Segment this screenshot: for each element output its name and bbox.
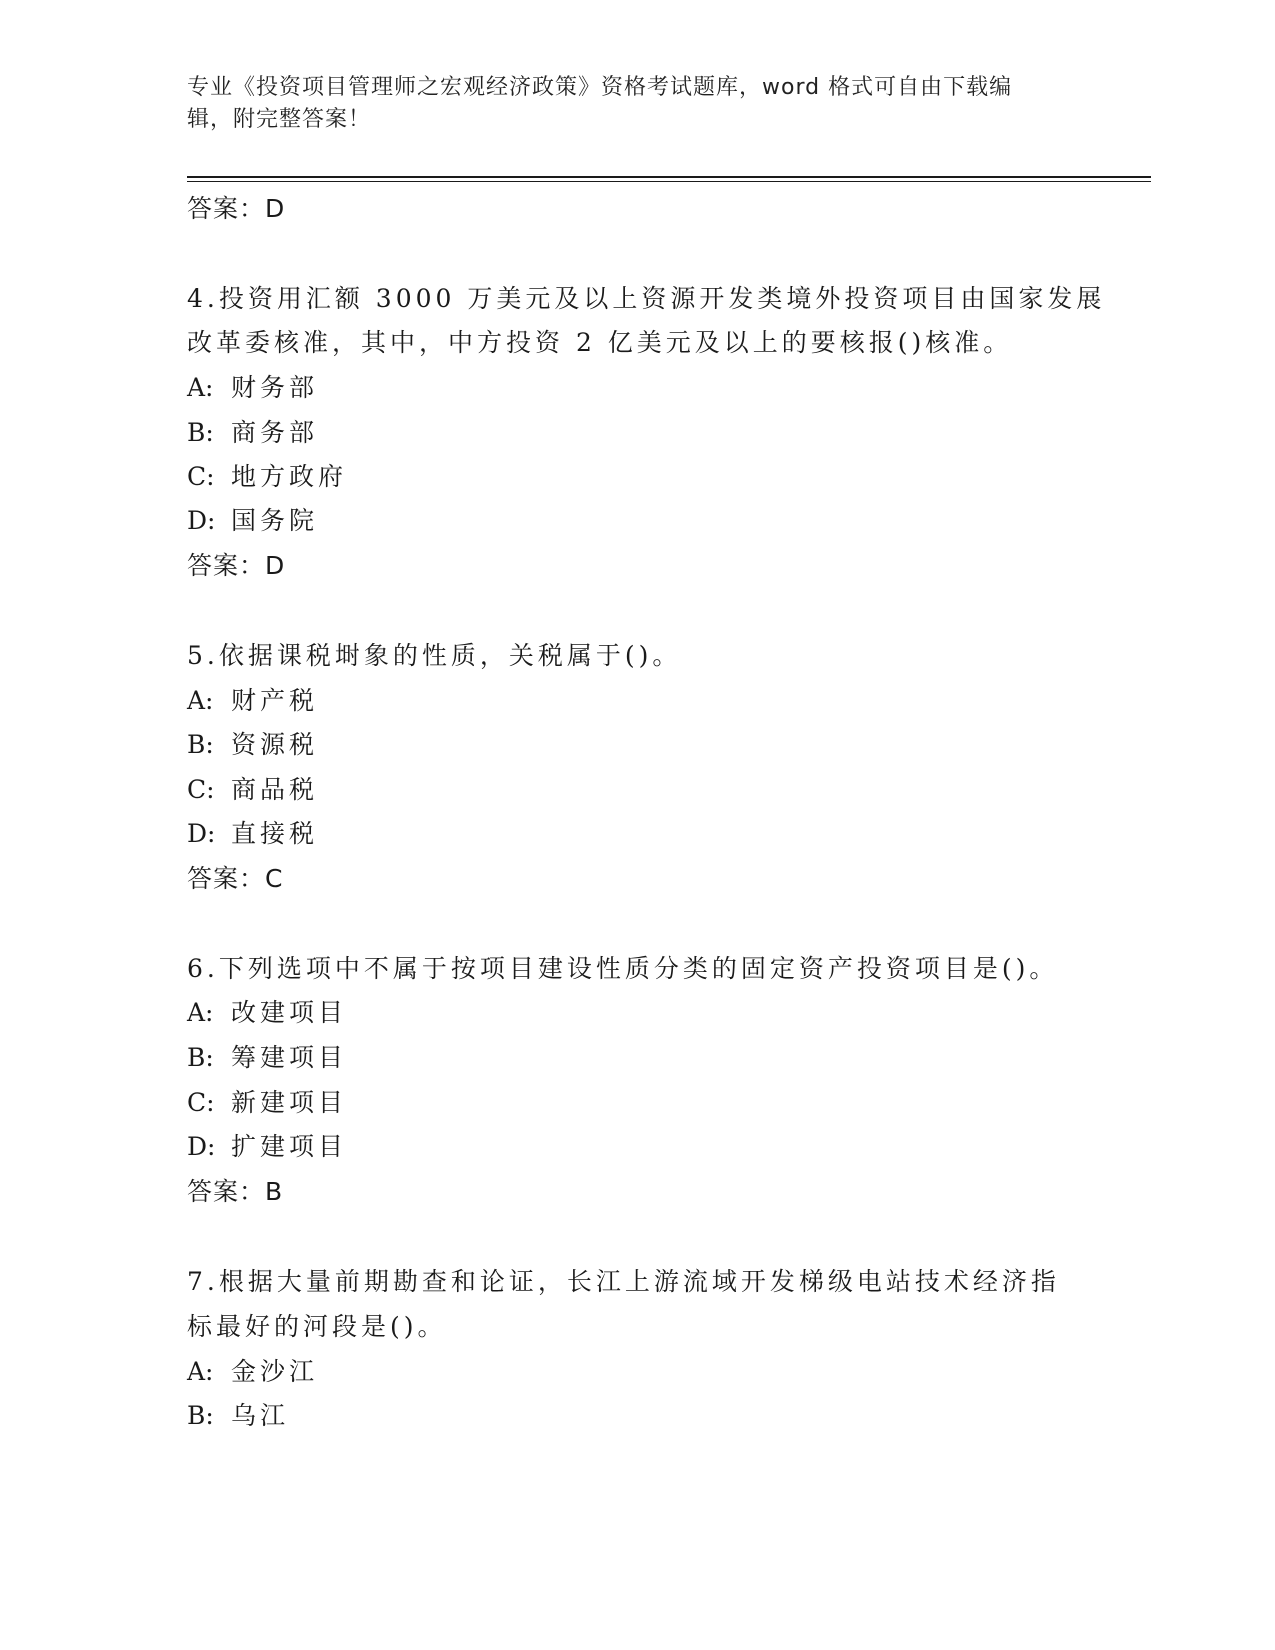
question-6-stem-line-1: 6.下列选项中不属于按项目建设性质分类的固定资产投资项目是()。 (187, 954, 1059, 983)
option-text: 财务部 (231, 373, 319, 402)
question-4-stem-line-2: 改革委核准，其中，中方投资 2 亿美元及以上的要核报()核准。 (187, 328, 1013, 357)
option-key: B: (187, 1043, 214, 1072)
question-7-stem-line-2: 标最好的河段是()。 (187, 1312, 447, 1341)
option-text: 金沙江 (231, 1357, 319, 1386)
question-5-answer: 答案：C (187, 864, 284, 893)
document-header (187, 72, 1067, 136)
option-key: A: (187, 998, 214, 1027)
option-key: A: (187, 1357, 214, 1386)
question-4-stem-line-1: 4.投资用汇额 3000 万美元及以上资源开发类境外投资项目由国家发展 (187, 284, 1106, 313)
question-4-option-d (187, 505, 318, 537)
question-7-option-a (187, 1356, 318, 1388)
option-key: C: (187, 462, 215, 491)
option-key: B: (187, 1401, 214, 1430)
option-text: 商务部 (231, 418, 319, 447)
question-7-option-b (187, 1400, 289, 1432)
option-key: B: (187, 730, 214, 759)
option-text: 地方政府 (231, 462, 348, 491)
header-divider-thin (187, 181, 1151, 182)
question-7-stem-line-1: 7.根据大量前期勘查和论证，长江上游流域开发梯级电站技术经济指 (187, 1267, 1060, 1296)
option-key: C: (187, 775, 215, 804)
question-6-option-d (187, 1131, 347, 1163)
option-text: 商品税 (231, 775, 319, 804)
question-5-option-d (187, 818, 318, 850)
question-6-option-b (187, 1042, 347, 1074)
option-key: D: (187, 1132, 216, 1161)
option-text: 新建项目 (231, 1088, 348, 1117)
question-6-option-c (187, 1087, 347, 1119)
option-key: D: (187, 506, 216, 535)
previous-answer: 答案：D (187, 194, 286, 223)
question-5-option-b (187, 729, 318, 761)
option-key: D: (187, 819, 216, 848)
question-6-answer: 答案：B (187, 1177, 284, 1206)
option-text: 扩建项目 (231, 1132, 348, 1161)
option-text: 资源税 (231, 730, 319, 759)
option-text: 直接税 (231, 819, 319, 848)
question-4-option-b (187, 417, 318, 449)
option-key: A: (187, 373, 214, 402)
question-4-option-a (187, 372, 318, 404)
header-line-2: 辑，附完整答案！ (187, 107, 372, 132)
question-5-option-c (187, 774, 318, 806)
option-key: B: (187, 418, 214, 447)
option-key: A: (187, 686, 214, 715)
header-divider-thick (187, 176, 1151, 178)
header-line-1: 专业《投资项目管理师之宏观经济政策》资格考试题库，word 格式可自由下载编 (187, 75, 1013, 100)
option-text: 国务院 (231, 506, 319, 535)
option-text: 财产税 (231, 686, 319, 715)
question-5-stem-line-1: 5.依据课税埘象的性质，关税属于()。 (187, 641, 682, 670)
option-text: 改建项目 (231, 998, 348, 1027)
question-4-option-c (187, 461, 347, 493)
option-text: 筹建项目 (231, 1043, 348, 1072)
question-6-option-a (187, 997, 347, 1029)
option-key: C: (187, 1088, 215, 1117)
question-4-answer: 答案：D (187, 551, 286, 580)
option-text: 乌江 (231, 1401, 290, 1430)
question-5-option-a (187, 685, 318, 717)
